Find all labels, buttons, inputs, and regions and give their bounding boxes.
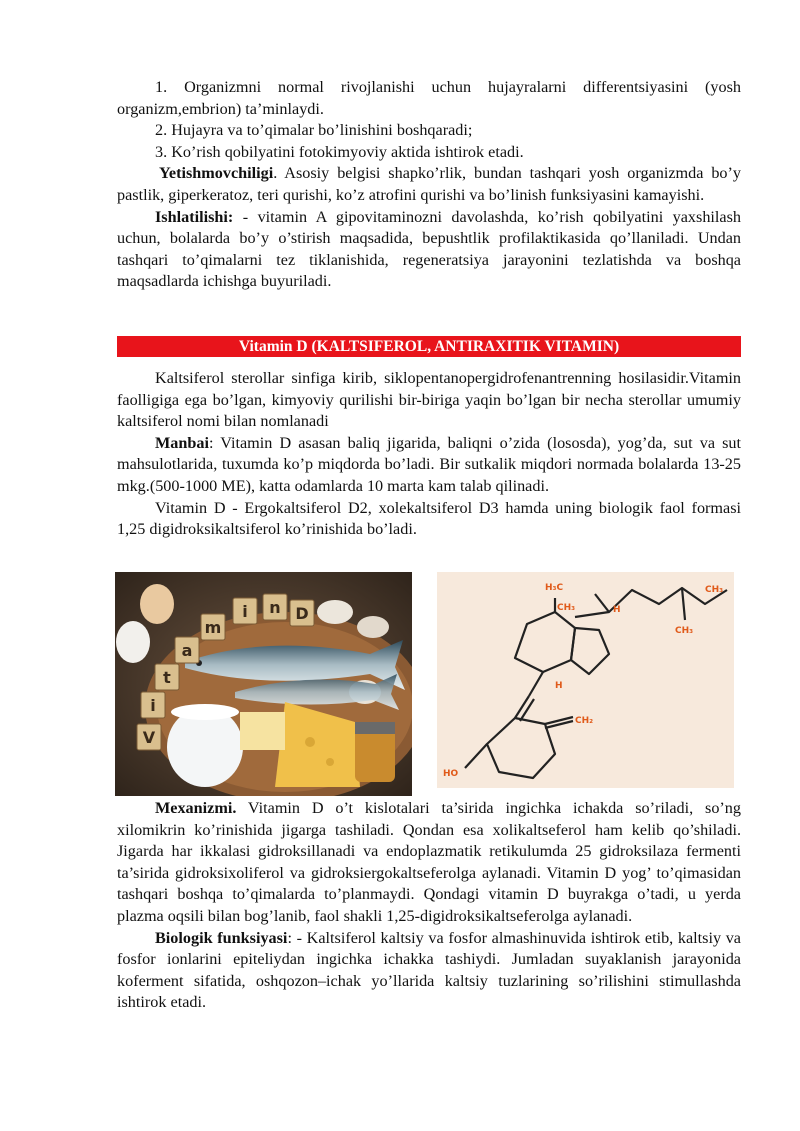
section-title-banner: Vitamin D (KALTSIFEROL, ANTIRAXITIK VITAMIN) [117,336,741,357]
photo-letter: i [242,602,248,621]
source-text: : Vitamin D asasan baliq jigarida, baliqni o’zida (lososda), yog’da, sut va sut mahsulotlarida, tuxumda ko’p miqdorda bo’ladi. Bir sutkalik miqdori normada bolalarda 13-25 mkg.(500-1000 ME), katta odamlarda 10 marta kam talab qilinadi. [117,433,741,495]
formula-label-ch2: CH₂ [575,716,594,726]
definition-paragraph: Kaltsiferol sterollar sinfiga kirib, siklopentanopergidrofenantrenning hosilasidir.Vitamin faolligiga ega bo’lgan, kimyoviy qurilishi bir-biriga yaqin bo’lgan bir necha sterollar umumiy kaltsiferol nomi bilan nomlanadi [117,369,741,431]
formula-label-ho: HO [443,769,459,779]
photo-letter: D [295,604,309,623]
formula-label-ch3: CH₃ [675,626,694,636]
biology-text: : - Kaltsiferol kaltsiy va fosfor almashinuvida ishtirok etib, kaltsiy va fosfor ionlarini epiteliydan ingichka ichakka tashiydi. Jumladan suyaklanish jarayonida koferment sifatida, oshqozon–ichak yo’llarida kaltsiy tuzlarining so’rilishini stimullashda ishtirok etadi. [117,928,741,1012]
egg [116,621,150,663]
source-paragraph [117,433,741,498]
formula-label-ch3: CH₃ [557,603,576,613]
intro-item-3: 3. Ko’rish qobilyatini fotokimyoviy aktida ishtirok etadi. [155,142,524,161]
butter [240,712,285,750]
usage-text: - vitamin A gipovitaminozni davolashda, ko’rish qobilyatini yaxshilash uchun, bolalarda bo’y o’stirish maqsadida, bepushtlik profilaktikasida qo’llaniladi. Undan tashqari to’qimalarni tez tiklanishida, regeneratsiya jarayonini tezlatishda va boshqa maqsadlarda ichishga buyuriladi. [117,207,741,291]
forms-paragraph: Vitamin D - Ergokaltsiferol D2, xolekaltsiferol D3 hamda uning biologik faol formasi 1,25 digidroksikaltsiferol ko’rinishida bo’ladi. [117,498,741,539]
intro-list [117,77,741,293]
photo-letter: t [163,668,171,687]
vitamin-d-intro [117,368,741,541]
biology-paragraph [117,928,741,1014]
photo-letter: n [269,598,281,617]
source-label: Manbai [155,433,209,452]
egg [140,584,174,624]
intro-item-2: 2. Hujayra va to’qimalar bo’linishini boshqaradi; [155,121,473,140]
biology-label: Biologik funksiyasi [155,928,288,947]
formula-label-h: H [555,681,563,691]
usage-label: Ishlatilishi: [155,207,234,226]
formula-label-h: H [613,605,621,615]
deficiency-label: Yetishmovchiligi [159,164,274,183]
mechanism-text: Vitamin D o’t kislotalari ta’sirida ingichka ichakda so’riladi, so’ng xilomikrin ko’rinishida jigarga tashiladi. Qondan esa xolikaltseferol ham kelib qo’shiladi. Jigarda har ikkalasi gidroksillanadi va endoplazmatik retikulumda 25 gidroksilaza fermenti ta’sirida gidroksixoliferol va gidroksiergokaltseferolga aylanadi. Vitamin D yog’ to’qimasidan tashqari boshqa to’qimalarda to’planmaydi. Qondagi vitamin D buyrakga o’tadi, u yerda plazma oqsili bilan bog’lanib, faol shakli 1,25-digidroksikaltseferolga aylanadi. [117,799,741,925]
mechanism-label: Mexanizmi. [155,799,237,817]
formula-label-ch3: CH₃ [705,585,724,595]
mechanism-section [117,798,741,1014]
photo-letter: i [150,696,156,715]
formula-label-h3c: H₃C [545,583,564,593]
deficiency-text: . Asosiy belgisi shapko’rlik, bundan tashqari yosh organizmda bo’y pastlik, giperkeratoz, teri qurishi, ko’z atrofini qurishi va bo’linish funksiyasini kamayishi. [117,164,741,204]
mushroom [357,616,389,638]
mechanism-paragraph [117,798,741,928]
photo-letter: a [181,641,193,660]
vitamin-d-structural-formula [437,572,734,788]
usage-paragraph [117,207,741,293]
deficiency-paragraph [117,163,741,206]
photo-letter: m [204,618,222,637]
intro-item-1: 1. Organizmni normal rivojlanishi uchun hujayralarni differentsiyasini (yosh organizm,embrion) ta’minlaydi. [117,78,741,118]
vitamin-d-foods-photo [115,572,412,796]
mushroom [317,600,353,624]
photo-letter: V [142,728,156,747]
